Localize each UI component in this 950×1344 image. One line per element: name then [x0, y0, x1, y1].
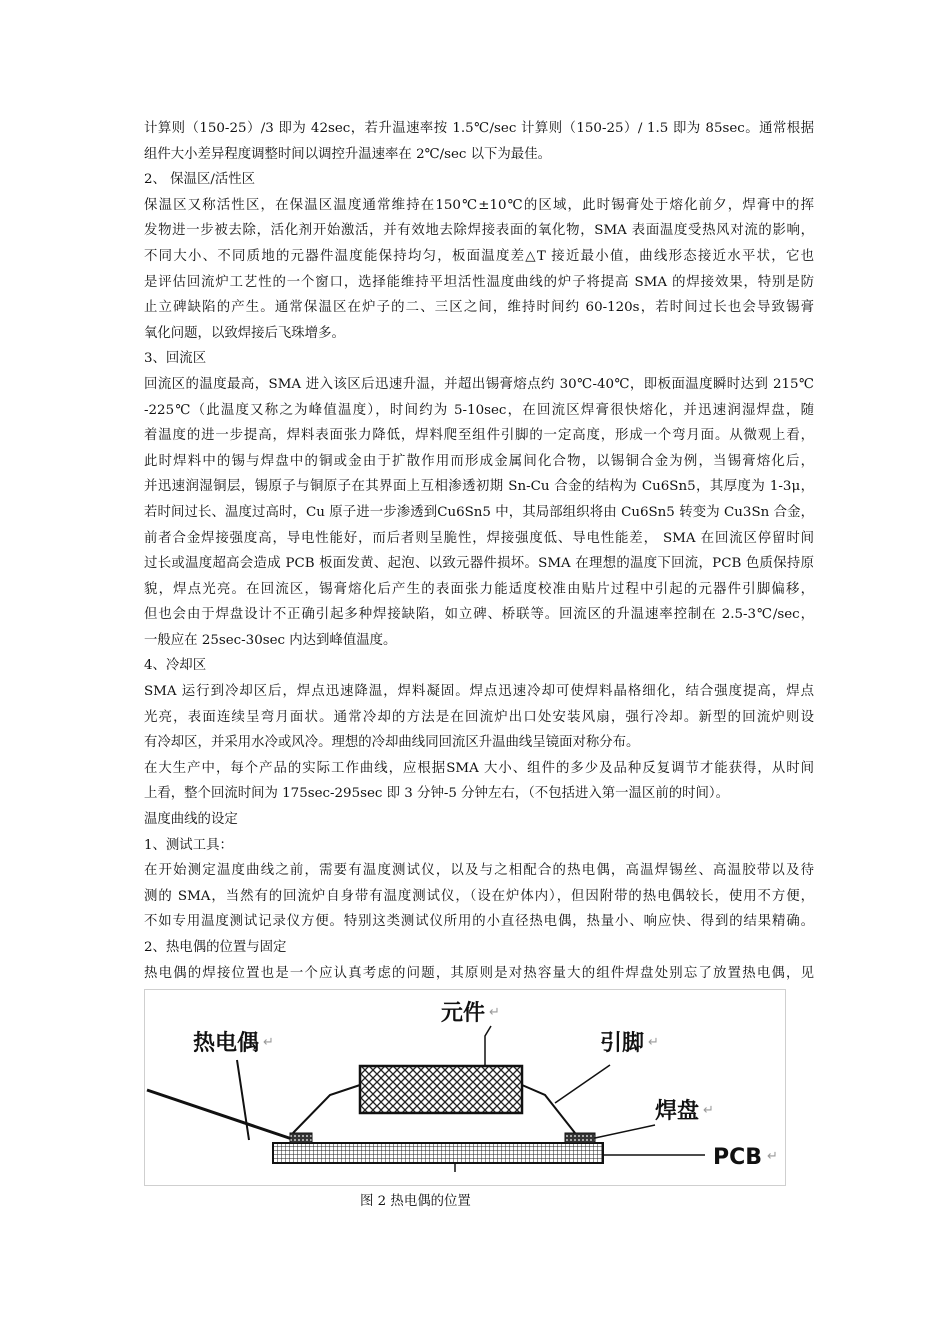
svg-text:↵: ↵: [767, 1149, 778, 1164]
pad-leader: [595, 1125, 655, 1138]
text-line: 前者合金焊接强度高，导电性能好，而后者则呈脆性，焊接强度低、导电性能差， SMA 在回流区停留时间: [144, 530, 814, 546]
text-line: 着温度的进一步提高，焊料表面张力降低，焊料爬至组件引脚的一定高度，形成一个弯月面。从微观上看，: [144, 428, 814, 444]
text-line: SMA 运行到冷却区后，焊点迅速降温，焊料凝固。焊点迅速冷却可使焊料晶格细化，结合强度提高，焊点: [144, 684, 814, 700]
svg-text:↵: ↵: [489, 1005, 500, 1020]
text-line: 1、测试工具：: [144, 837, 233, 853]
text-line: 3、回流区: [144, 351, 207, 367]
text-line: 发物进一步被去除，活化剂开始激活，并有效地去除焊接表面的氧化物，SMA 表面温度受热风对流的影响，: [144, 223, 814, 239]
text-line: 有冷却区，并采用水冷或风冷。理想的冷却曲线同回流区升温曲线呈镜面对称分布。: [144, 735, 640, 751]
text-line: 止立碑缺陷的产生。通常保温区在炉子的二、三区之间，维持时间约 60-120s，若时间过长也会导致锡膏: [144, 300, 814, 316]
text-line: 保温区又称活性区，在保温区温度通常维持在150℃±10℃的区域，此时锡膏处于熔化前夕，焊膏中的挥: [144, 197, 814, 213]
text-line: 在大生产中，每个产品的实际工作曲线，应根据SMA 大小、组件的多少及品种反复调节才能获得，从时间: [144, 760, 814, 776]
text-line: 上看，整个回流时间为 175sec-295sec 即 3 分钟-5 分钟左右，（不包括进入第一温区前的时间）。: [144, 786, 729, 802]
text-line: 不如专用温度测试记录仪方便。特别这类测试仪所用的小直径热电偶，热量小、响应快、得到的结果精确。: [144, 914, 814, 930]
label-pad: 焊盘: [655, 1099, 700, 1124]
figure-caption: 图 2 热电偶的位置: [360, 1194, 471, 1209]
text-line: 光亮，表面连续呈弯月面状。通常冷却的方法是在回流炉出口处安装风扇，强行冷却。新型的回流炉则设: [144, 709, 814, 725]
solder-pad-right: [565, 1133, 595, 1143]
text-line: 不同大小、不同质地的元器件温度能保持均匀，板面温度差△T 接近最小值，曲线形态接近水平状，它也: [144, 248, 814, 264]
text-line: 回流区的温度最高，SMA 进入该区后迅速升温，并超出锡膏熔点约 30℃-40℃，即板面温度瞬时达到 215℃: [144, 376, 814, 392]
text-line: 貌，焊点光亮。在回流区，锡膏熔化后产生的表面张力能适度校准由贴片过程中引起的元器件引脚偏移，: [144, 581, 814, 597]
text-line: 氧化问题，以致焊接后飞珠增多。: [144, 325, 345, 341]
component-body: [360, 1066, 522, 1113]
text-line: 2、热电偶的位置与固定: [144, 940, 287, 955]
label-component: 元件: [441, 1001, 486, 1026]
thermocouple-position-figure: [144, 989, 786, 1186]
text-line: 此时焊料中的锡与焊盘中的铜或金由于扩散作用而形成金属间化合物，以锡铜合金为例，当锡膏熔化后，: [144, 453, 814, 469]
text-line: 温度曲线的设定: [144, 812, 238, 828]
svg-text:↵: ↵: [703, 1103, 714, 1118]
thermocouple-wire: [147, 1090, 295, 1140]
text-line: 2、 保温区/活性区: [144, 172, 256, 188]
thermocouple-label-leader: [237, 1060, 249, 1140]
solder-pad-left: [290, 1133, 312, 1143]
component-leader: [485, 1026, 491, 1066]
label-lead: 引脚: [600, 1031, 645, 1056]
text-line: 组件大小差异程度调整时间以调控升温速率在 2℃/sec 以下为最佳。: [144, 146, 551, 162]
lead-leader: [555, 1065, 610, 1103]
label-pcb: PCB: [713, 1145, 763, 1170]
text-line: -225℃（此温度又称之为峰值温度），时间约为 5-10sec，在回流区焊膏很快熔化，并迅速润湿焊盘，随: [144, 402, 814, 418]
lead-right: [522, 1085, 575, 1133]
text-line: 在开始测定温度曲线之前，需要有温度测试仪，以及与之相配合的热电偶，高温焊锡丝、高温胶带以及待: [144, 863, 814, 879]
text-line: 一般应在 25sec-30sec 内达到峰值温度。: [144, 632, 397, 648]
text-line: 4、冷却区: [144, 658, 207, 674]
text-line: 过长或温度超高会造成 PCB 板面发黄、起泡、以致元器件损坏。SMA 在理想的温度下回流，PCB 色质保持原: [144, 556, 814, 572]
text-line: 是评估回流炉工艺性的一个窗口，选择能维持平坦活性温度曲线的炉子将提高 SMA 的焊接效果，特别是防: [144, 274, 814, 290]
label-thermocouple: 热电偶: [193, 1031, 260, 1056]
svg-text:↵: ↵: [263, 1035, 274, 1050]
text-line: 计算则（150-25）/3 即为 42sec，若升温速率按 1.5℃/sec 计算则（150-25）/ 1.5 即为 85sec。通常根据: [144, 121, 814, 136]
svg-text:↵: ↵: [648, 1035, 659, 1050]
text-line: 但也会由于焊盘设计不正确引起多种焊接缺陷，如立碑、桥联等。回流区的升温速率控制在 2.5-3℃/sec，: [144, 607, 814, 623]
lead-left: [293, 1085, 360, 1133]
text-line: 测的 SMA，当然有的回流炉自身带有温度测试仪，（设在炉体内），但因附带的热电偶较长，使用不方便，: [144, 888, 814, 904]
text-line: 热电偶的焊接位置也是一个应认真考虑的问题，其原则是对热容量大的组件焊盘处别忘了放置热电偶，见: [144, 965, 814, 981]
text-line: 并迅速润湿铜层，锡原子与铜原子在其界面上互相渗透初期 Sn-Cu 合金的结构为 Cu6Sn5，其厚度为 1-3μ，: [144, 479, 814, 495]
figure-diagram: [145, 990, 785, 1185]
text-line: 若时间过长、温度过高时，Cu 原子进一步渗透到Cu6Sn5 中，其局部组织将由 Cu6Sn5 转变为 Cu3Sn 合金，: [144, 504, 814, 520]
pcb-board: [273, 1143, 603, 1163]
document-body: [144, 116, 814, 1012]
